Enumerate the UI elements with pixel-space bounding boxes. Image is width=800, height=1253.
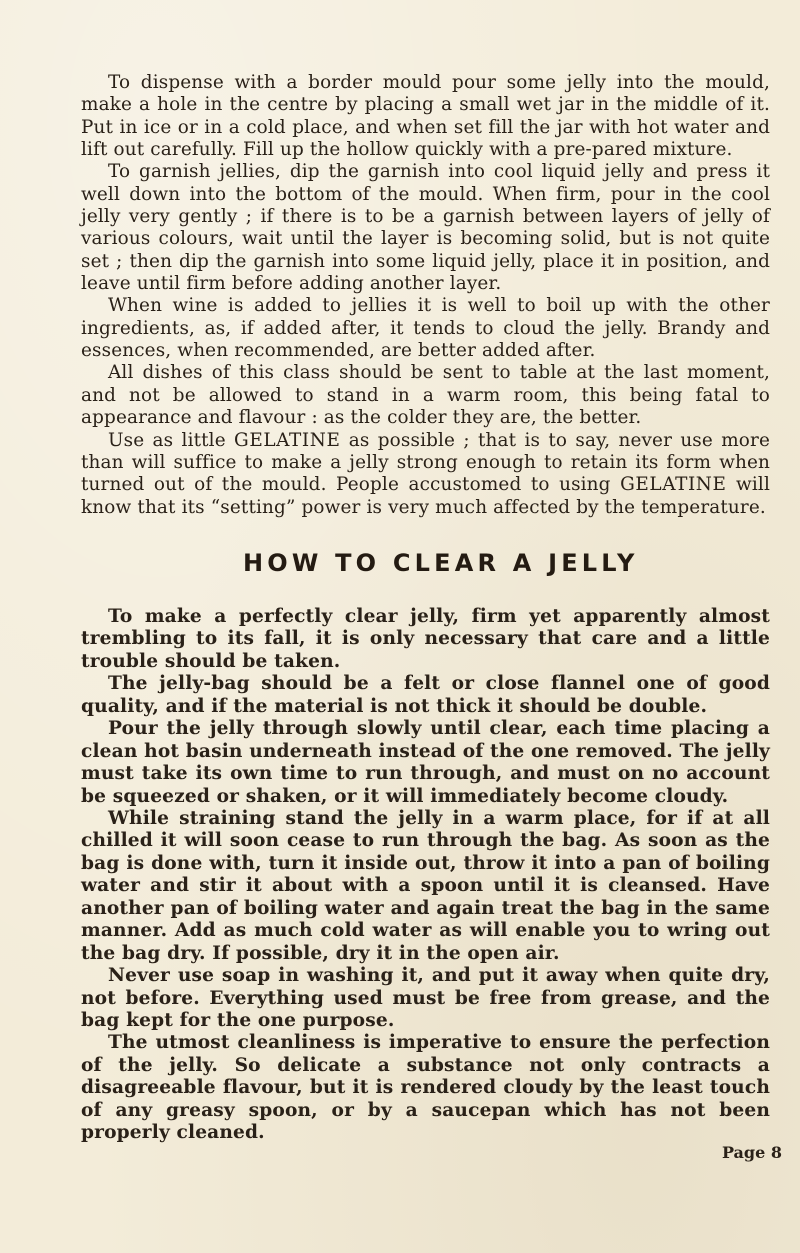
page-number: Page 8	[721, 1143, 782, 1162]
clear-jelly-section	[81, 606, 770, 1145]
gelatine-text-1: Use as little	[108, 429, 235, 451]
paragraph-gelatine	[81, 430, 770, 519]
paragraph-clear-jelly-intro: To make a perfectly clear jelly, firm yet apparently almost trembling to its fall, it is only necessary that care and a little trouble should be taken.	[81, 605, 770, 672]
gelatine-text-3: will know that its “setting” power is very much affected by the temperature.	[81, 474, 770, 518]
paragraph-border-mould: To dispense with a border mould pour some jelly into the mould, make a hole in the centre by placing a small wet jar in the middle of it. Put in ice or in a cold place, and when set fill the jar with hot water and lift out carefully. Fill up the hollow quickly with a pre-pared mixture.	[81, 72, 770, 161]
jelly-tips-section	[81, 72, 770, 519]
gelatine-word-2: GELATINE	[620, 474, 727, 496]
paragraph-garnish: To garnish jellies, dip the garnish into cool liquid jelly and press it well down into the bottom of the mould. When firm, pour in the cool jelly very gently ; if there is to be a garnish between layers of jelly of various colours, wait until the layer is becoming solid, but is not quite set ; then dip the garnish into some liquid jelly, place it in position, and leave until firm before adding another layer.	[81, 161, 770, 295]
paragraph-straining: While straining stand the jelly in a warm place, for if at all chilled it will soon cease to run through the bag. As soon as the bag is done with, turn it inside out, throw it into a pan of boiling water and stir it about with a spoon until it is cleansed. Have another pan of boiling water and again treat the bag in the same manner. Add as much cold water as will enable you to wring out the bag dry. If possible, dry it in the open air.	[81, 807, 770, 964]
paragraph-jelly-bag: The jelly-bag should be a felt or close flannel one of good quality, and if the material is not thick it should be double.	[81, 673, 770, 717]
gelatine-text-2: as possible ; that is to say, never use more than will suffice to make a jelly strong enough to retain its form when turned out of the mould. People accustomed to using	[81, 429, 770, 496]
section-heading: HOW TO CLEAR A JELLY	[243, 548, 639, 577]
paragraph-wine: When wine is added to jellies it is well to boil up with the other ingredients, as, if added after, it tends to cloud the jelly. Brandy and essences, when recommended, are better added after.	[81, 295, 770, 362]
paragraph-soap: Never use soap in washing it, and put it away when quite dry, not before. Everything used must be free from grease, and the bag kept for the one purpose.	[81, 965, 770, 1032]
paragraph-cleanliness: The utmost cleanliness is imperative to ensure the perfection of the jelly. So delicate a substance not only contracts a disagreeable flavour, but it is rendered cloudy by the least touch of any greasy spoon, or by a saucepan which has not been properly cleaned.	[81, 1032, 770, 1144]
gelatine-word-1: GELATINE	[234, 429, 341, 451]
paragraph-pour: Pour the jelly through slowly until clear, each time placing a clean hot basin underneath instead of the one removed. The jelly must take its own time to run through, and must on no account be squeezed or shaken, or it will immediately become cloudy.	[81, 718, 770, 807]
paragraph-serving: All dishes of this class should be sent to table at the last moment, and not be allowed to stand in a warm room, this being fatal to appearance and flavour : as the colder they are, the better.	[81, 362, 770, 429]
